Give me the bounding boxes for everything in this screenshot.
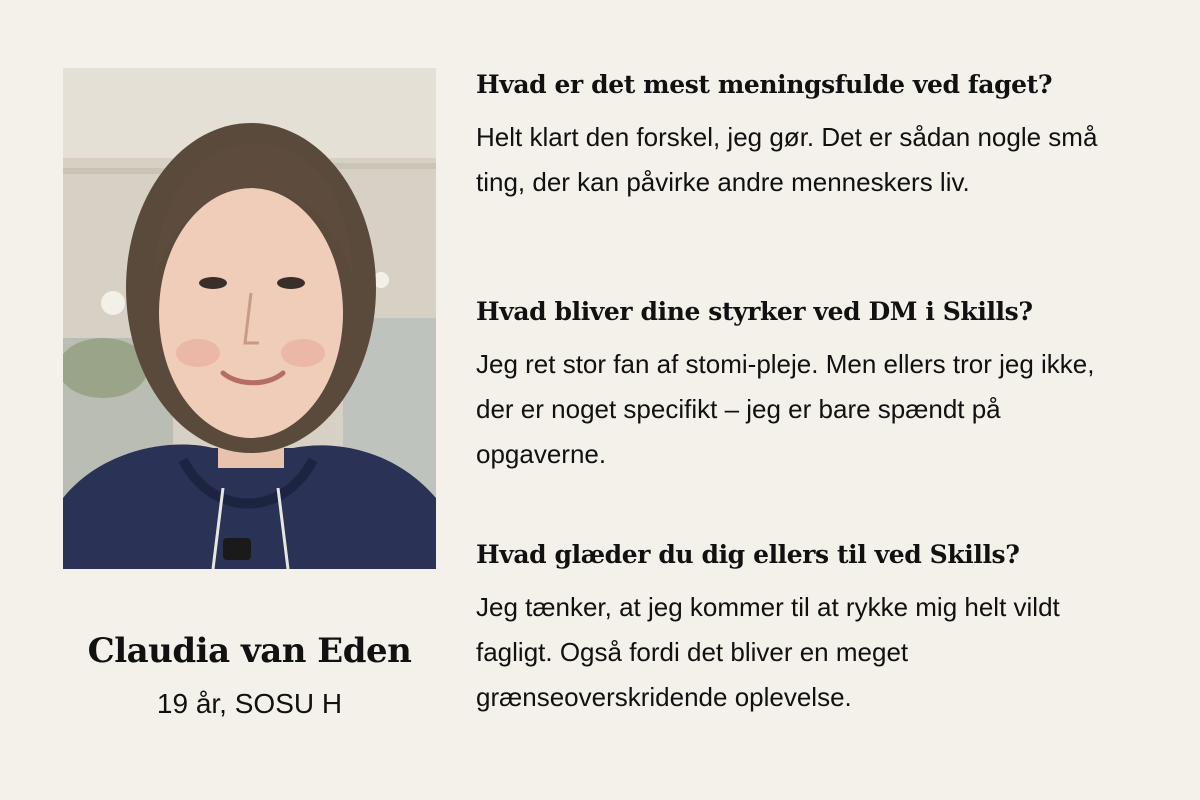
- portrait-photo: [63, 68, 436, 569]
- answer-text: Jeg ret stor fan af stomi-pleje. Men ellers tror jeg ikke, der er noget specifikt – jeg er bare spændt på opgaverne.: [476, 349, 1095, 469]
- question-heading: Hvad er det mest meningsfulde ved faget?: [476, 70, 1053, 99]
- portrait-illustration: [63, 68, 436, 569]
- person-name: Claudia van Eden: [87, 631, 412, 671]
- qa-block: [476, 295, 1176, 477]
- answer-text: Helt klart den forskel, jeg gør. Det er sådan nogle små ting, der kan påvirke andre menneskers liv.: [476, 122, 1098, 197]
- question-heading: Hvad bliver dine styrker ved DM i Skills?: [476, 297, 1033, 326]
- question-heading: Hvad glæder du dig ellers til ved Skills?: [476, 540, 1020, 569]
- answer-text: Jeg tænker, at jeg kommer til at rykke mig helt vildt fagligt. Også fordi det bliver en meget grænseoverskridende oplevelse.: [476, 592, 1060, 712]
- qa-block: [476, 538, 1176, 720]
- qa-block: [476, 68, 1176, 205]
- person-subtitle: 19 år, SOSU H: [156, 688, 343, 719]
